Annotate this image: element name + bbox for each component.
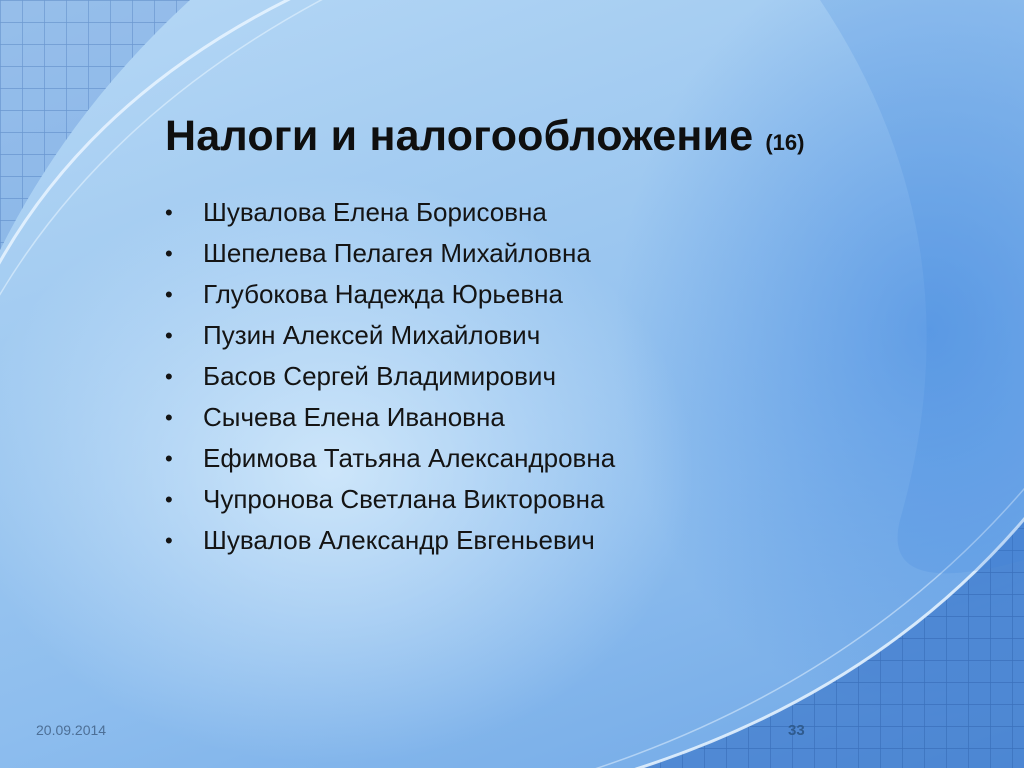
- list-item: [165, 233, 615, 274]
- bullet-icon: •: [165, 281, 173, 307]
- list-item-text: Шувалова Елена Борисовна: [203, 197, 547, 227]
- slide-title-text: Налоги и налогообложение: [165, 112, 754, 160]
- bullet-icon: •: [165, 527, 173, 553]
- list-item: [165, 192, 615, 233]
- list-item: [165, 397, 615, 438]
- page-number: 33: [788, 722, 805, 739]
- slide-title-count: (16): [765, 130, 805, 155]
- list-item-text: Чупронова Светлана Викторовна: [203, 484, 605, 514]
- names-list: [165, 192, 615, 561]
- bullet-icon: •: [165, 199, 173, 225]
- bullet-icon: •: [165, 404, 173, 430]
- bullet-icon: •: [165, 240, 173, 266]
- list-item-text: Сычева Елена Ивановна: [203, 402, 505, 432]
- bullet-icon: •: [165, 363, 173, 389]
- list-item-text: Глубокова Надежда Юрьевна: [203, 279, 563, 309]
- bullet-icon: •: [165, 322, 173, 348]
- list-item: [165, 479, 615, 520]
- footer-date: 20.09.2014: [36, 722, 107, 738]
- list-item: [165, 315, 615, 356]
- slide-title: [165, 112, 804, 161]
- list-item-text: Шепелева Пелагея Михайловна: [203, 238, 591, 268]
- list-item-text: Басов Сергей Владимирович: [203, 361, 556, 391]
- list-item-text: Шувалов Александр Евгеньевич: [203, 525, 595, 555]
- list-item: [165, 520, 615, 561]
- bullet-icon: •: [165, 486, 173, 512]
- list-item: [165, 274, 615, 315]
- list-item-text: Пузин Алексей Михайлович: [203, 320, 541, 350]
- bullet-icon: •: [165, 445, 173, 471]
- list-item: [165, 438, 615, 479]
- list-item-text: Ефимова Татьяна Александровна: [203, 443, 616, 473]
- list-item: [165, 356, 615, 397]
